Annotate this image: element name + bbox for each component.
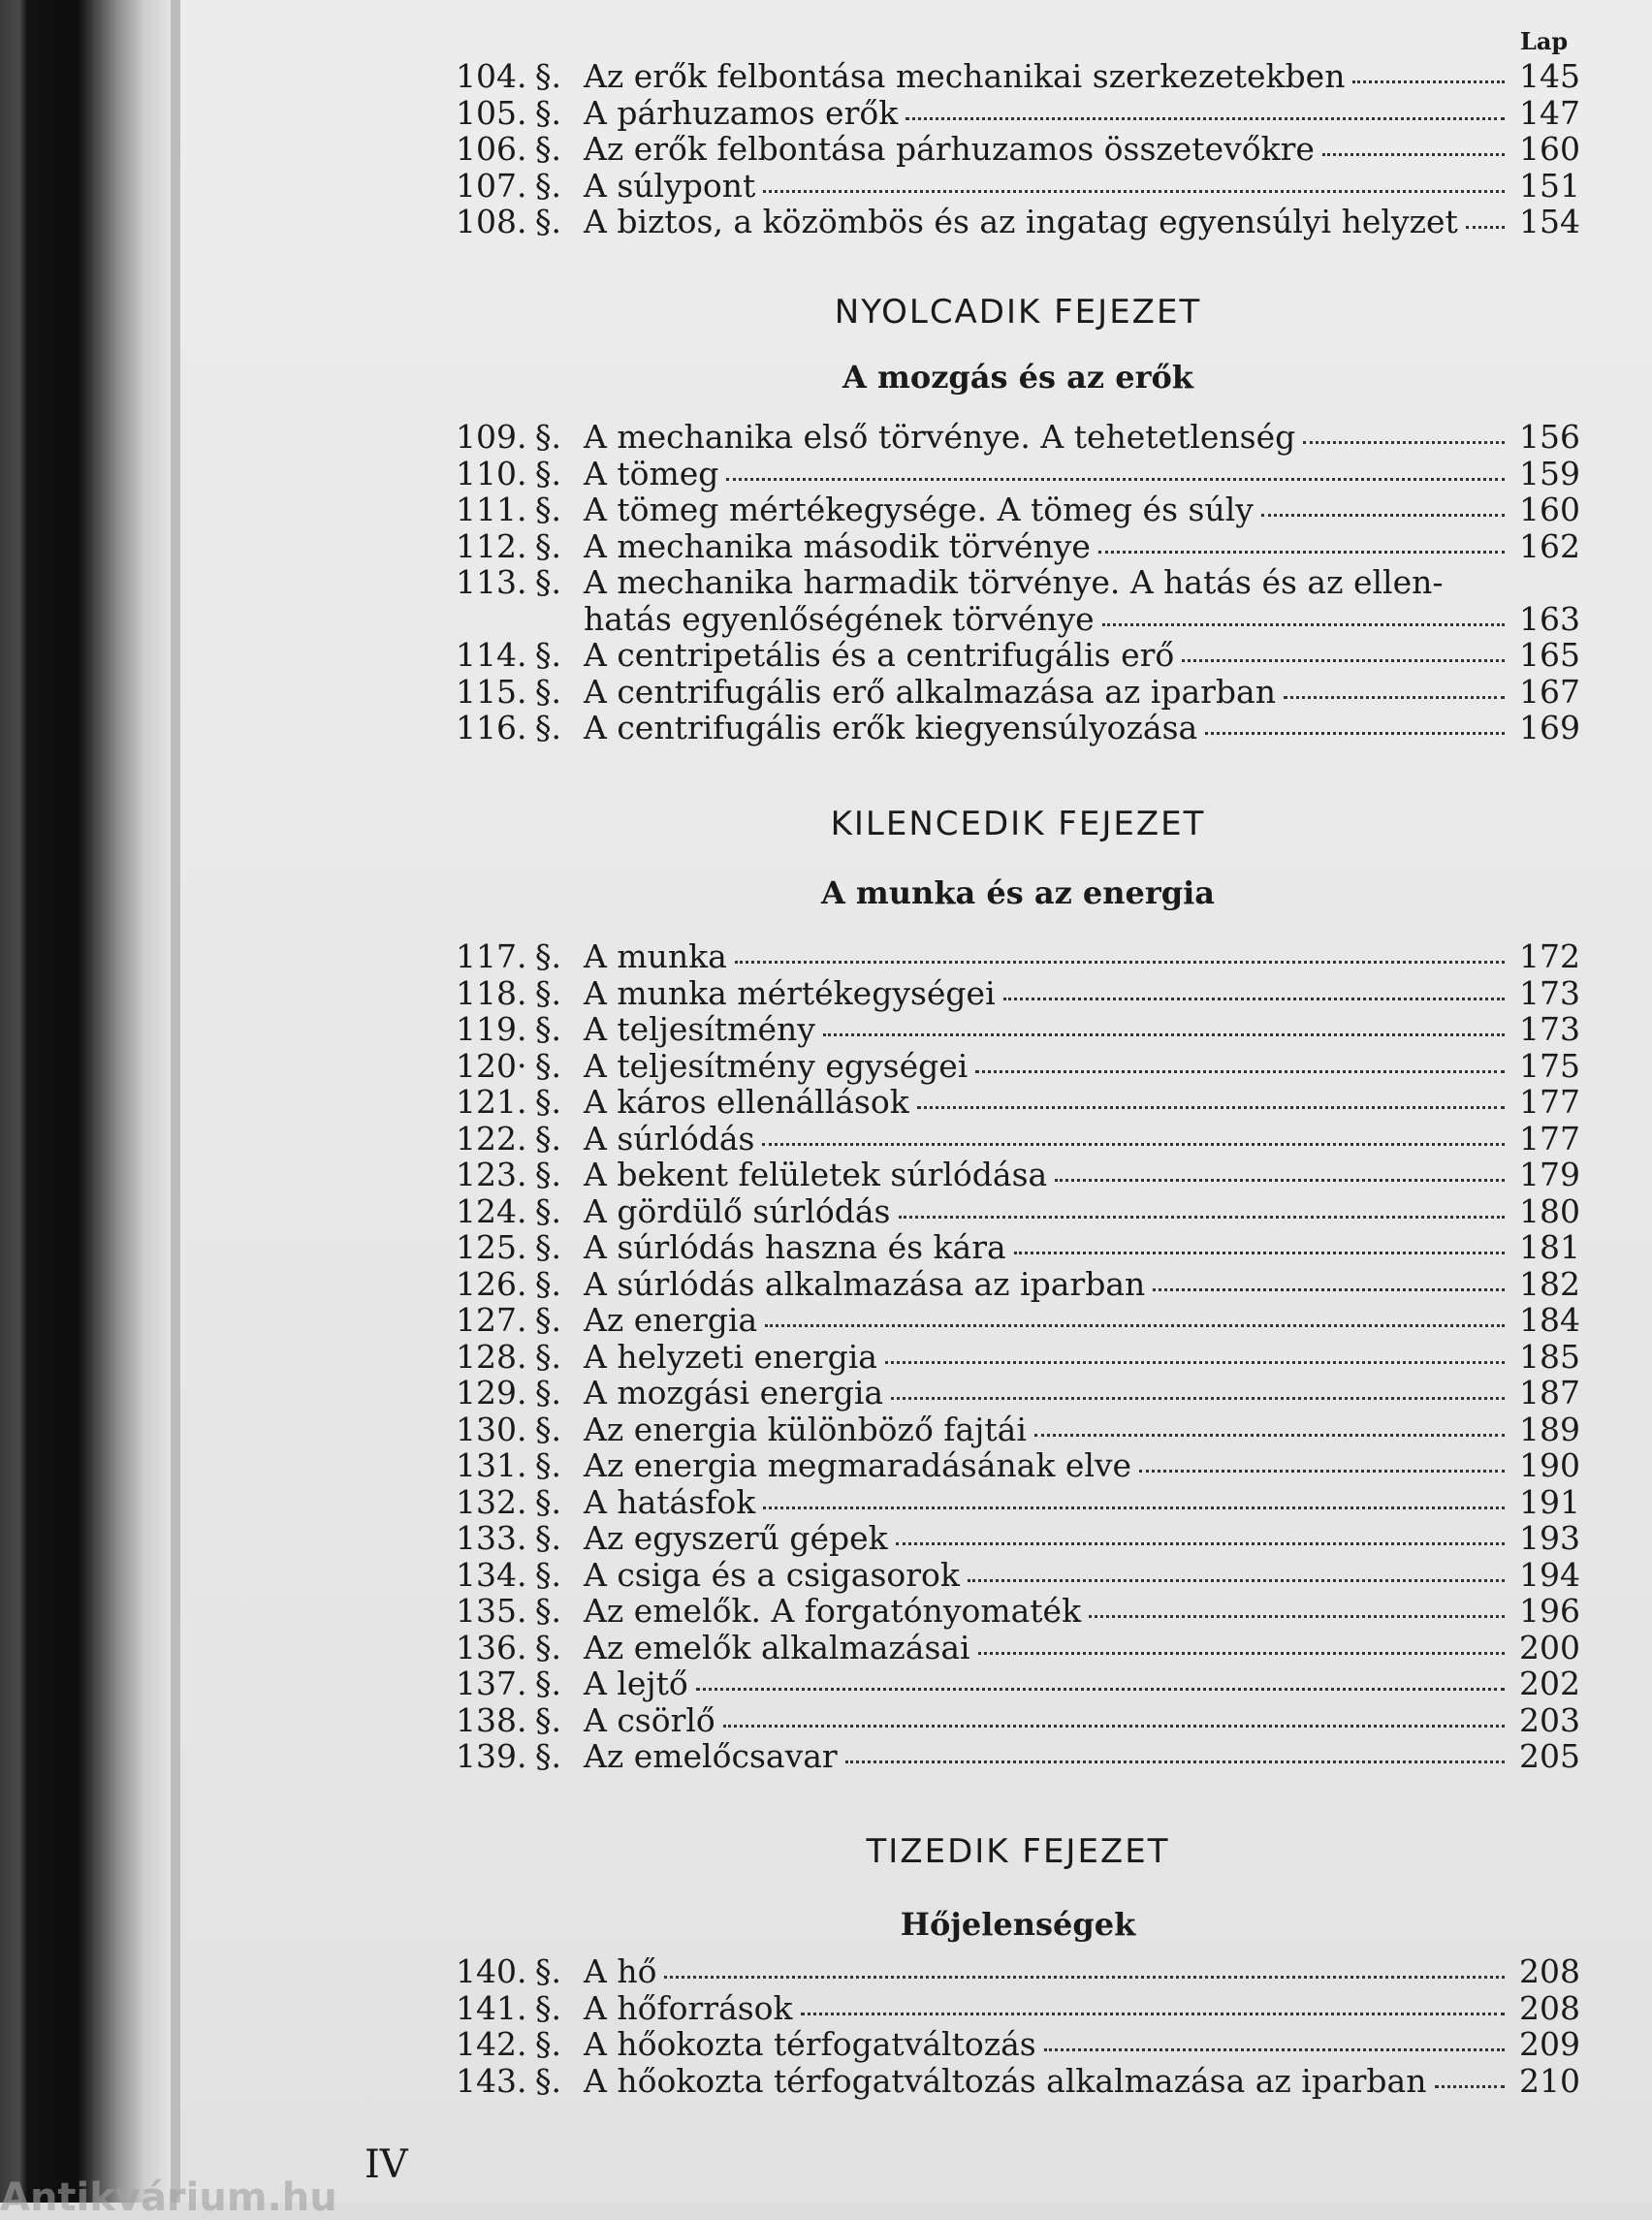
dot-leader — [1182, 658, 1505, 662]
entry-number: 139. — [456, 1737, 527, 1775]
entry-number: 120· — [456, 1046, 527, 1085]
toc-entry — [456, 1593, 1580, 1630]
entry-number: 108. — [456, 203, 527, 240]
section-sign: §. — [535, 563, 561, 601]
dot-leader — [1466, 225, 1505, 229]
entry-title: A hő — [584, 1952, 657, 1990]
toc-entry — [456, 131, 1580, 168]
entry-number: 123. — [456, 1156, 527, 1193]
entry-page-number: 193 — [1519, 1519, 1580, 1557]
entry-number: 133. — [456, 1519, 527, 1557]
dot-leader — [1322, 152, 1505, 156]
entry-title: A káros ellenállások — [584, 1083, 909, 1121]
section-sign: §. — [535, 454, 561, 492]
entry-page-number: 210 — [1519, 2061, 1580, 2100]
section-sign: §. — [535, 1555, 561, 1594]
section-sign: §. — [535, 1988, 561, 2027]
entry-number: 132. — [456, 1482, 527, 1521]
section-sign: §. — [535, 1700, 561, 1739]
dot-leader — [763, 189, 1505, 193]
entry-number: 134. — [456, 1555, 527, 1594]
entry-page-number: 208 — [1519, 1988, 1580, 2027]
entry-number: 116. — [456, 709, 527, 746]
entry-title: A hatásfok — [584, 1482, 756, 1521]
entry-page-number: 167 — [1519, 672, 1580, 711]
toc-entry — [456, 1229, 1580, 1266]
entry-title: A mechanika harmadik törvénye. A hatás és az ellen- — [584, 563, 1444, 601]
toc-entry — [456, 528, 1580, 565]
section-sign: §. — [535, 937, 561, 975]
entry-page-number: 184 — [1519, 1301, 1580, 1339]
entry-title: A hőokozta térfogatváltozás — [584, 2025, 1036, 2063]
entry-title: A súrlódás — [584, 1119, 755, 1158]
section-sign: §. — [535, 1264, 561, 1303]
entry-title: Az erők felbontása mechanikai szerkezetekben — [584, 57, 1346, 95]
entry-page-number: 145 — [1519, 57, 1580, 95]
entry-page-number: 203 — [1519, 1700, 1580, 1739]
toc-entry — [456, 1411, 1580, 1448]
entry-page-number: 182 — [1519, 1264, 1580, 1303]
entry-page-number: 154 — [1519, 203, 1580, 240]
entry-title: Az energia különböző fajtái — [584, 1410, 1027, 1448]
section-sign: §. — [535, 93, 561, 132]
entry-page-number: 180 — [1519, 1191, 1580, 1230]
dot-leader — [845, 1760, 1505, 1763]
entry-page-number: 147 — [1519, 93, 1580, 132]
dot-leader — [1003, 997, 1505, 1000]
dot-leader — [896, 1541, 1505, 1545]
entry-page-number: 175 — [1519, 1046, 1580, 1085]
toc-entry — [456, 168, 1580, 205]
entry-title: A hőforrások — [584, 1988, 793, 2027]
entry-title: A csiga és a csigasorok — [584, 1555, 960, 1594]
entry-title: A párhuzamos erők — [584, 93, 899, 132]
dot-leader — [1098, 550, 1505, 554]
section-sign: §. — [535, 1665, 561, 1702]
entry-number: 109. — [456, 418, 527, 456]
toc-entry — [456, 1121, 1580, 1158]
entry-title: A centrifugális erők kiegyensúlyozása — [584, 709, 1198, 746]
toc-entry — [456, 938, 1580, 975]
dot-leader — [891, 1396, 1505, 1400]
entry-title: A súlypont — [584, 166, 756, 205]
dot-leader — [899, 1215, 1506, 1219]
dot-leader — [1303, 440, 1505, 444]
dot-leader — [1435, 2084, 1506, 2088]
dot-leader — [905, 116, 1505, 120]
section-sign: §. — [535, 1482, 561, 1521]
entry-page-number: 172 — [1519, 937, 1580, 975]
toc-entry — [456, 1520, 1580, 1557]
toc-entry — [456, 1157, 1580, 1193]
section-sign: §. — [535, 1010, 561, 1048]
dot-leader — [1261, 513, 1505, 517]
entry-title: hatás egyenlőségének törvénye — [584, 599, 1095, 638]
toc-section — [456, 1953, 1580, 2099]
toc-entry — [456, 1665, 1580, 1702]
toc-section — [456, 58, 1580, 240]
toc-entry — [456, 1702, 1580, 1739]
entry-page-number: 196 — [1519, 1592, 1580, 1630]
section-sign: §. — [535, 418, 561, 456]
entry-number: 111. — [456, 491, 527, 528]
dot-leader — [1102, 622, 1505, 626]
dot-leader — [1205, 731, 1505, 735]
entry-page-number: 169 — [1519, 709, 1580, 746]
entry-title: Az emelőcsavar — [584, 1737, 838, 1775]
dot-leader — [762, 1142, 1505, 1146]
dot-leader — [696, 1687, 1505, 1691]
entry-title: A mechanika első törvénye. A tehetetlenség — [584, 418, 1296, 456]
entry-title: A hőokozta térfogatváltozás alkalmazása az iparban — [584, 2061, 1427, 2100]
dot-leader — [735, 960, 1505, 964]
entry-title: A csörlő — [584, 1700, 715, 1739]
entry-page-number: 160 — [1519, 130, 1580, 168]
toc-entry — [456, 1339, 1580, 1376]
entry-title: A teljesítmény — [584, 1010, 815, 1048]
toc-entry — [456, 1011, 1580, 1048]
toc-entry — [456, 492, 1580, 528]
entry-page-number: 208 — [1519, 1952, 1580, 1990]
entry-number: 130. — [456, 1410, 527, 1448]
section-sign: §. — [535, 1301, 561, 1339]
toc-entry — [456, 204, 1580, 240]
section-sign: §. — [535, 672, 561, 711]
toc-entry — [456, 1630, 1580, 1666]
entry-number: 105. — [456, 93, 527, 132]
dot-leader — [885, 1360, 1505, 1364]
toc-entry — [456, 1953, 1580, 1990]
entry-page-number: 173 — [1519, 973, 1580, 1012]
entry-page-number: 177 — [1519, 1119, 1580, 1158]
dot-leader — [823, 1032, 1505, 1036]
entry-title: A munka — [584, 937, 727, 975]
entry-number: 143. — [456, 2061, 527, 2100]
entry-number: 142. — [456, 2025, 527, 2063]
entry-page-number: 160 — [1519, 491, 1580, 528]
entry-title: Az emelők. A forgatónyomaték — [584, 1592, 1082, 1630]
section-sign: §. — [535, 1191, 561, 1230]
entry-page-number: 151 — [1519, 166, 1580, 205]
entry-number: 121. — [456, 1083, 527, 1121]
entry-page-number: 205 — [1519, 1737, 1580, 1775]
toc-entry — [456, 1484, 1580, 1521]
chapter-heading: TIZEDIK FEJEZET — [866, 1832, 1170, 1871]
chapter-subtitle: Hőjelenségek — [900, 1906, 1136, 1943]
section-sign: §. — [535, 491, 561, 528]
dot-leader — [723, 1724, 1505, 1728]
entry-title: A centripetális és a centrifugális erő — [584, 636, 1175, 674]
entry-title: Az emelők alkalmazásai — [584, 1628, 970, 1666]
entry-title: A gördülő súrlódás — [584, 1191, 891, 1230]
section-sign: §. — [535, 1374, 561, 1411]
entry-number: 127. — [456, 1301, 527, 1339]
entry-number: 124. — [456, 1191, 527, 1230]
entry-title: A teljesítmény egységei — [584, 1046, 969, 1085]
entry-number: 126. — [456, 1264, 527, 1303]
toc-entry — [456, 1266, 1580, 1303]
dot-leader — [968, 1578, 1505, 1582]
section-sign: §. — [535, 1156, 561, 1193]
entry-page-number: 189 — [1519, 1410, 1580, 1448]
toc-entry — [456, 1557, 1580, 1594]
section-sign: §. — [535, 1119, 561, 1158]
dot-leader — [975, 1069, 1505, 1073]
entry-number: 106. — [456, 130, 527, 168]
entry-title: A biztos, a közömbös és az ingatag egyensúlyi helyzet — [584, 203, 1458, 240]
section-sign: §. — [535, 203, 561, 240]
toc-entry — [456, 601, 1580, 638]
entry-page-number: 163 — [1519, 599, 1580, 638]
toc-entry — [456, 1738, 1580, 1775]
dot-leader — [1352, 79, 1505, 83]
chapter-heading: KILENCEDIK FEJEZET — [830, 805, 1206, 843]
section-sign: §. — [535, 1446, 561, 1484]
entry-number: 112. — [456, 526, 527, 565]
entry-page-number: 173 — [1519, 1010, 1580, 1048]
section-sign: §. — [535, 1737, 561, 1775]
section-sign: §. — [535, 526, 561, 565]
entry-page-number: 185 — [1519, 1337, 1580, 1376]
dot-leader — [1139, 1469, 1505, 1473]
entry-title: A súrlódás haszna és kára — [584, 1228, 1006, 1266]
toc-entry — [456, 1048, 1580, 1085]
entry-page-number: 156 — [1519, 418, 1580, 456]
dot-leader — [801, 2012, 1505, 2015]
chapter-subtitle: A munka és az energia — [820, 874, 1216, 911]
dot-leader — [1014, 1251, 1505, 1254]
section-sign: §. — [535, 1410, 561, 1448]
entry-number: 117. — [456, 937, 527, 975]
toc-entry — [456, 975, 1580, 1012]
toc-entry — [456, 95, 1580, 132]
entry-title: A mozgási energia — [584, 1374, 884, 1411]
entry-title: Az energia megmaradásának elve — [584, 1446, 1132, 1484]
entry-title: A helyzeti energia — [584, 1337, 877, 1376]
section-sign: §. — [535, 1228, 561, 1266]
toc-entry — [456, 674, 1580, 711]
entry-number: 114. — [456, 636, 527, 674]
entry-title: A tömeg mértékegysége. A tömeg és súly — [584, 491, 1254, 528]
toc-entry — [456, 2026, 1580, 2063]
entry-number: 135. — [456, 1592, 527, 1630]
entry-title: A mechanika második törvénye — [584, 526, 1091, 565]
section-sign: §. — [535, 973, 561, 1012]
toc-section — [456, 938, 1580, 1775]
entry-title: A súrlódás alkalmazása az iparban — [584, 1264, 1146, 1303]
section-sign: §. — [535, 1952, 561, 1990]
entry-number: 140. — [456, 1952, 527, 1990]
section-sign: §. — [535, 2061, 561, 2100]
entry-number: 113. — [456, 563, 527, 601]
section-sign: §. — [535, 1592, 561, 1630]
entry-page-number: 179 — [1519, 1156, 1580, 1193]
dot-leader — [1089, 1614, 1505, 1618]
section-sign: §. — [535, 1083, 561, 1121]
entry-number: 128. — [456, 1337, 527, 1376]
chapter-subtitle: A mozgás és az erők — [842, 359, 1193, 396]
entry-number: 141. — [456, 1988, 527, 2027]
toc-entry — [456, 2063, 1580, 2100]
entry-number: 125. — [456, 1228, 527, 1266]
entry-title: A munka mértékegységei — [584, 973, 996, 1012]
watermark-text: Antikvárium.hu — [0, 2175, 337, 2220]
dot-leader — [763, 1506, 1505, 1509]
dot-leader — [765, 1323, 1505, 1327]
entry-number: 118. — [456, 973, 527, 1012]
entry-title: A lejtő — [584, 1665, 688, 1702]
section-sign: §. — [535, 1046, 561, 1085]
section-sign: §. — [535, 57, 561, 95]
dot-leader — [1055, 1178, 1505, 1182]
section-sign: §. — [535, 636, 561, 674]
toc-entry — [456, 1990, 1580, 2027]
entry-number: 107. — [456, 166, 527, 205]
entry-page-number: 202 — [1519, 1665, 1580, 1702]
dot-leader — [917, 1105, 1505, 1109]
entry-page-number: 162 — [1519, 526, 1580, 565]
entry-title: A bekent felületek súrlódása — [584, 1156, 1048, 1193]
entry-title: A tömeg — [584, 454, 719, 492]
entry-page-number: 191 — [1519, 1482, 1580, 1521]
entry-title: Az erők felbontása párhuzamos összetevőkre — [584, 130, 1315, 168]
section-sign: §. — [535, 166, 561, 205]
entry-page-number: 200 — [1519, 1628, 1580, 1666]
entry-number: 138. — [456, 1700, 527, 1739]
page-column-header: Lap — [1520, 27, 1569, 55]
entry-page-number: 209 — [1519, 2025, 1580, 2063]
page-edge — [171, 0, 180, 2203]
entry-title: Az energia — [584, 1301, 758, 1339]
toc-entry — [456, 710, 1580, 746]
toc-entry — [456, 637, 1580, 674]
toc-entry — [456, 1193, 1580, 1230]
dot-leader — [1284, 695, 1505, 699]
toc-entry — [456, 1447, 1580, 1484]
entry-title: A centrifugális erő alkalmazása az iparban — [584, 672, 1276, 711]
entry-page-number: 177 — [1519, 1083, 1580, 1121]
dot-leader — [1034, 1433, 1505, 1437]
section-sign: §. — [535, 1519, 561, 1557]
entry-number: 110. — [456, 454, 527, 492]
entry-number: 131. — [456, 1446, 527, 1484]
entry-number: 136. — [456, 1628, 527, 1666]
entry-number: 119. — [456, 1010, 527, 1048]
entry-page-number: 165 — [1519, 636, 1580, 674]
section-sign: §. — [535, 709, 561, 746]
section-sign: §. — [535, 130, 561, 168]
entry-page-number: 181 — [1519, 1228, 1580, 1266]
section-sign: §. — [535, 1337, 561, 1376]
toc-entry — [456, 456, 1580, 492]
entry-page-number: 194 — [1519, 1555, 1580, 1594]
toc-entry — [456, 1084, 1580, 1121]
entry-number: 137. — [456, 1665, 527, 1702]
toc-section — [456, 419, 1580, 746]
entry-title: Az egyszerű gépek — [584, 1519, 888, 1557]
entry-number: 115. — [456, 672, 527, 711]
entry-number: 122. — [456, 1119, 527, 1158]
entry-page-number: 187 — [1519, 1374, 1580, 1411]
dot-leader — [1044, 2047, 1505, 2051]
entry-page-number: 159 — [1519, 454, 1580, 492]
entry-page-number: 190 — [1519, 1446, 1580, 1484]
dot-leader — [664, 1975, 1505, 1979]
page-folio: IV — [365, 2142, 408, 2187]
entry-number: 104. — [456, 57, 527, 95]
dot-leader — [726, 477, 1505, 481]
toc-entry — [456, 564, 1580, 601]
toc-entry — [456, 1375, 1580, 1411]
section-sign: §. — [535, 1628, 561, 1666]
entry-number: 129. — [456, 1374, 527, 1411]
toc-entry — [456, 419, 1580, 456]
dot-leader — [978, 1651, 1505, 1655]
book-spine-shadow — [0, 0, 175, 2203]
dot-leader — [1153, 1287, 1505, 1291]
section-sign: §. — [535, 2025, 561, 2063]
toc-entry — [456, 58, 1580, 95]
chapter-heading: NYOLCADIK FEJEZET — [834, 293, 1202, 332]
toc-entry — [456, 1302, 1580, 1339]
